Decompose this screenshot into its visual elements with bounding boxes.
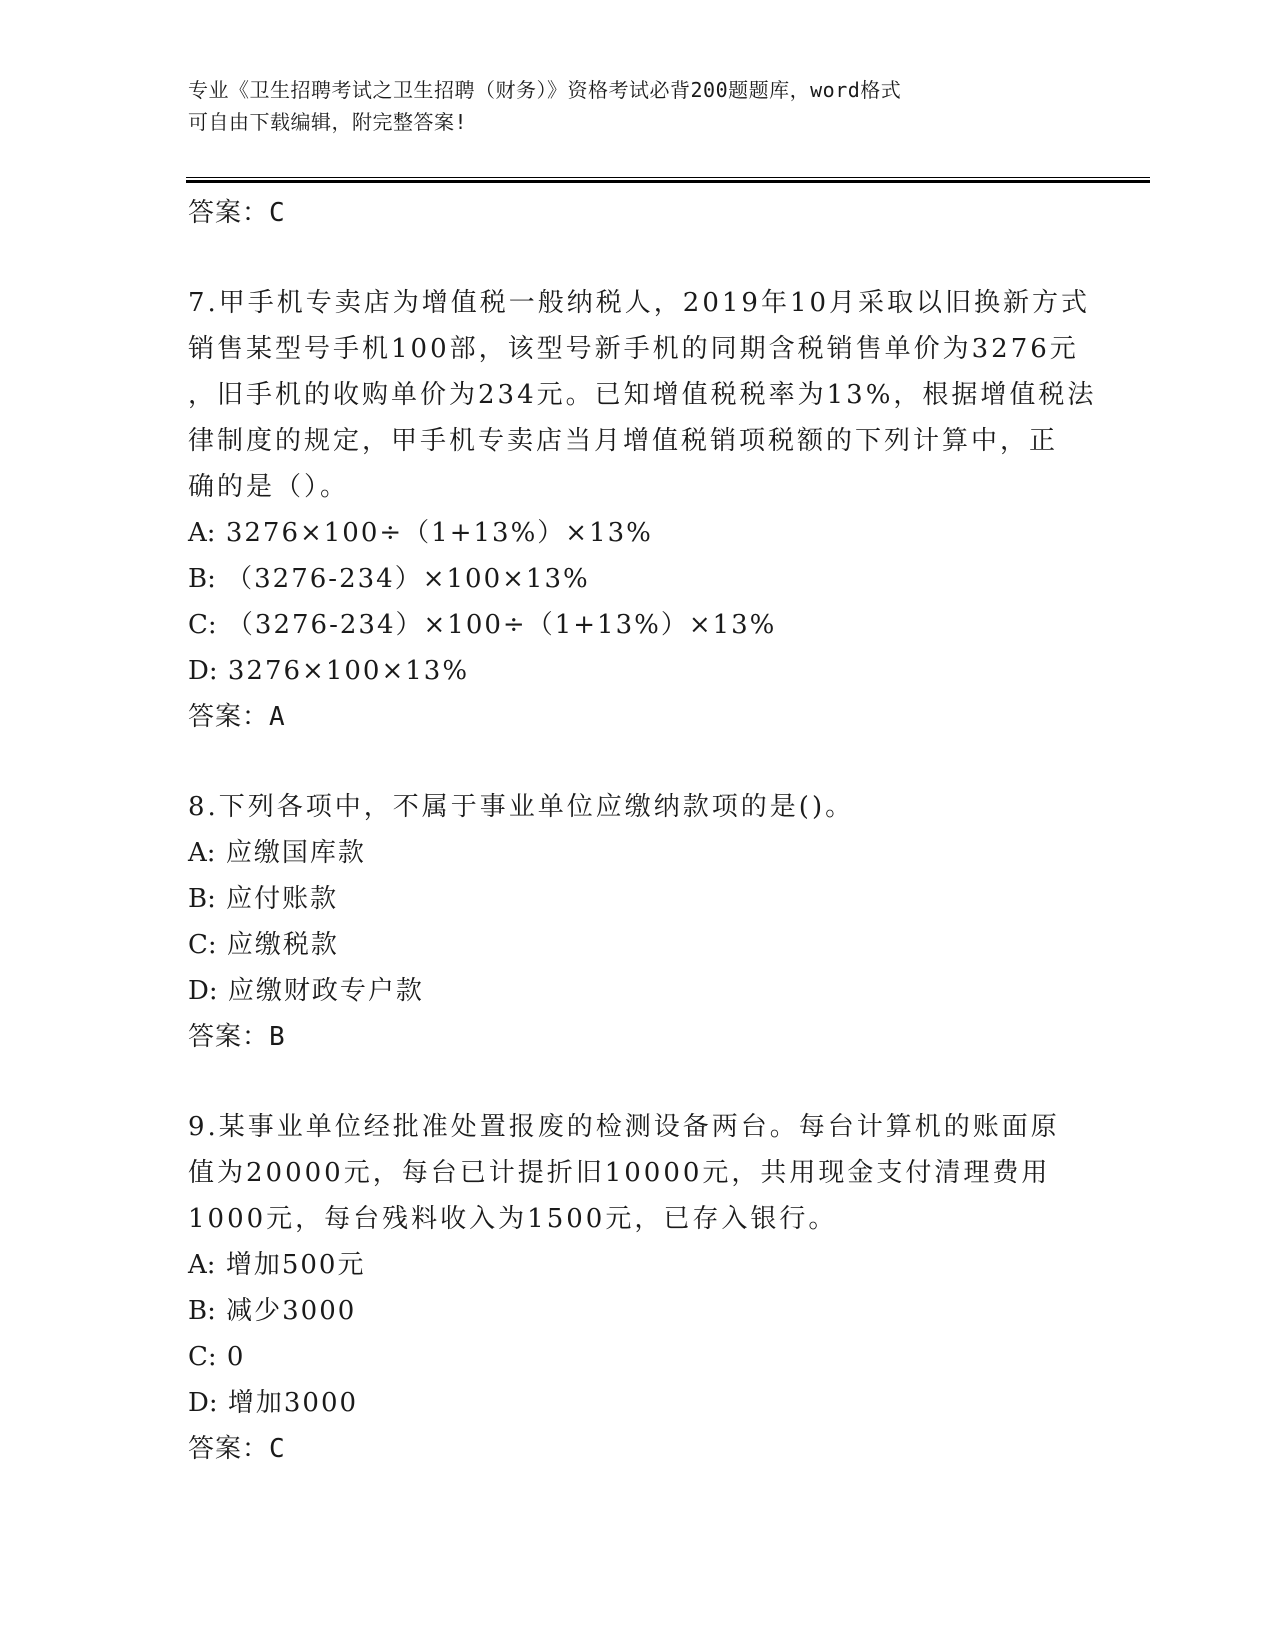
- document-body: [188, 190, 1097, 1472]
- option-label: A:: [188, 838, 216, 868]
- option-label: B:: [188, 564, 216, 594]
- option-text: 应缴财政专户款: [227, 976, 424, 1006]
- question-line: 7.甲手机专卖店为增值税一般纳税人，2019年10月采取以旧换新方式: [188, 288, 1091, 318]
- question-line: ，旧手机的收购单价为234元。已知增值税税率为13%，根据增值税法: [188, 380, 1097, 410]
- option-label: B:: [188, 884, 216, 914]
- option-text: 增加500元: [225, 1250, 366, 1280]
- option-text: （3276-234）×100÷（1+13%）×13%: [226, 610, 777, 640]
- option-text: 3276×100×13%: [227, 656, 470, 686]
- option-text: 0: [226, 1342, 246, 1372]
- option-d: [188, 648, 1088, 694]
- option-c: [188, 602, 1088, 648]
- option-label: C:: [188, 1342, 217, 1372]
- option-label: B:: [188, 1296, 216, 1326]
- answer: 答案：A: [188, 702, 286, 732]
- question-text: [188, 1104, 1078, 1242]
- question-text: [188, 784, 1078, 830]
- answer: 答案：C: [188, 1434, 286, 1464]
- option-label: A:: [188, 518, 216, 548]
- option-c: [188, 922, 1088, 968]
- option-label: A:: [188, 1250, 216, 1280]
- option-a: [188, 830, 1088, 876]
- option-d: [188, 1380, 1088, 1426]
- question-line: 销售某型号手机100部，该型号新手机的同期含税销售单价为3276元: [188, 334, 1079, 364]
- question-7: [188, 280, 1097, 740]
- question-9: [188, 1104, 1088, 1472]
- question-line: 8.下列各项中，不属于事业单位应缴纳款项的是()。: [188, 792, 855, 822]
- option-text: 增加3000: [227, 1388, 359, 1418]
- option-text: （3276-234）×100×13%: [226, 564, 590, 594]
- option-a: [188, 1242, 1088, 1288]
- question-8: [188, 784, 1088, 1060]
- header-line-1: 专业《卫生招聘考试之卫生招聘（财务）》资格考试必背200题题库，word格式: [188, 78, 902, 102]
- option-b: [188, 556, 1088, 602]
- header-divider-thick: [186, 180, 1150, 183]
- answer: 答案：B: [188, 1022, 286, 1052]
- question-line: 值为20000元，每台已计提折旧10000元，共用现金支付清理费用: [188, 1158, 1051, 1188]
- option-d: [188, 968, 1088, 1014]
- question-line: 1000元，每台残料收入为1500元，已存入银行。: [188, 1204, 838, 1234]
- option-text: 减少3000: [226, 1296, 357, 1326]
- question-line: 确的是（）。: [188, 472, 350, 502]
- header-line-2: 可自由下载编辑，附完整答案!: [188, 110, 468, 134]
- option-text: 应付账款: [226, 884, 339, 914]
- option-label: D:: [188, 976, 218, 1006]
- header-divider-thin: [186, 177, 1150, 178]
- option-a: [188, 510, 1088, 556]
- option-label: C:: [188, 610, 217, 640]
- option-label: D:: [188, 656, 218, 686]
- option-text: 应缴税款: [226, 930, 339, 960]
- option-b: [188, 876, 1088, 922]
- question-line: 9.某事业单位经批准处置报废的检测设备两台。每台计算机的账面原: [188, 1112, 1060, 1142]
- document-header: [188, 74, 1068, 138]
- previous-answer: 答案：C: [188, 198, 286, 228]
- option-b: [188, 1288, 1088, 1334]
- option-text: 应缴国库款: [225, 838, 366, 868]
- question-line: 律制度的规定，甲手机专卖店当月增值税销项税额的下列计算中，正: [188, 426, 1059, 456]
- option-label: C:: [188, 930, 217, 960]
- option-text: 3276×100÷（1+13%）×13%: [225, 518, 653, 548]
- option-label: D:: [188, 1388, 218, 1418]
- option-c: [188, 1334, 1088, 1380]
- question-text: [188, 280, 1097, 510]
